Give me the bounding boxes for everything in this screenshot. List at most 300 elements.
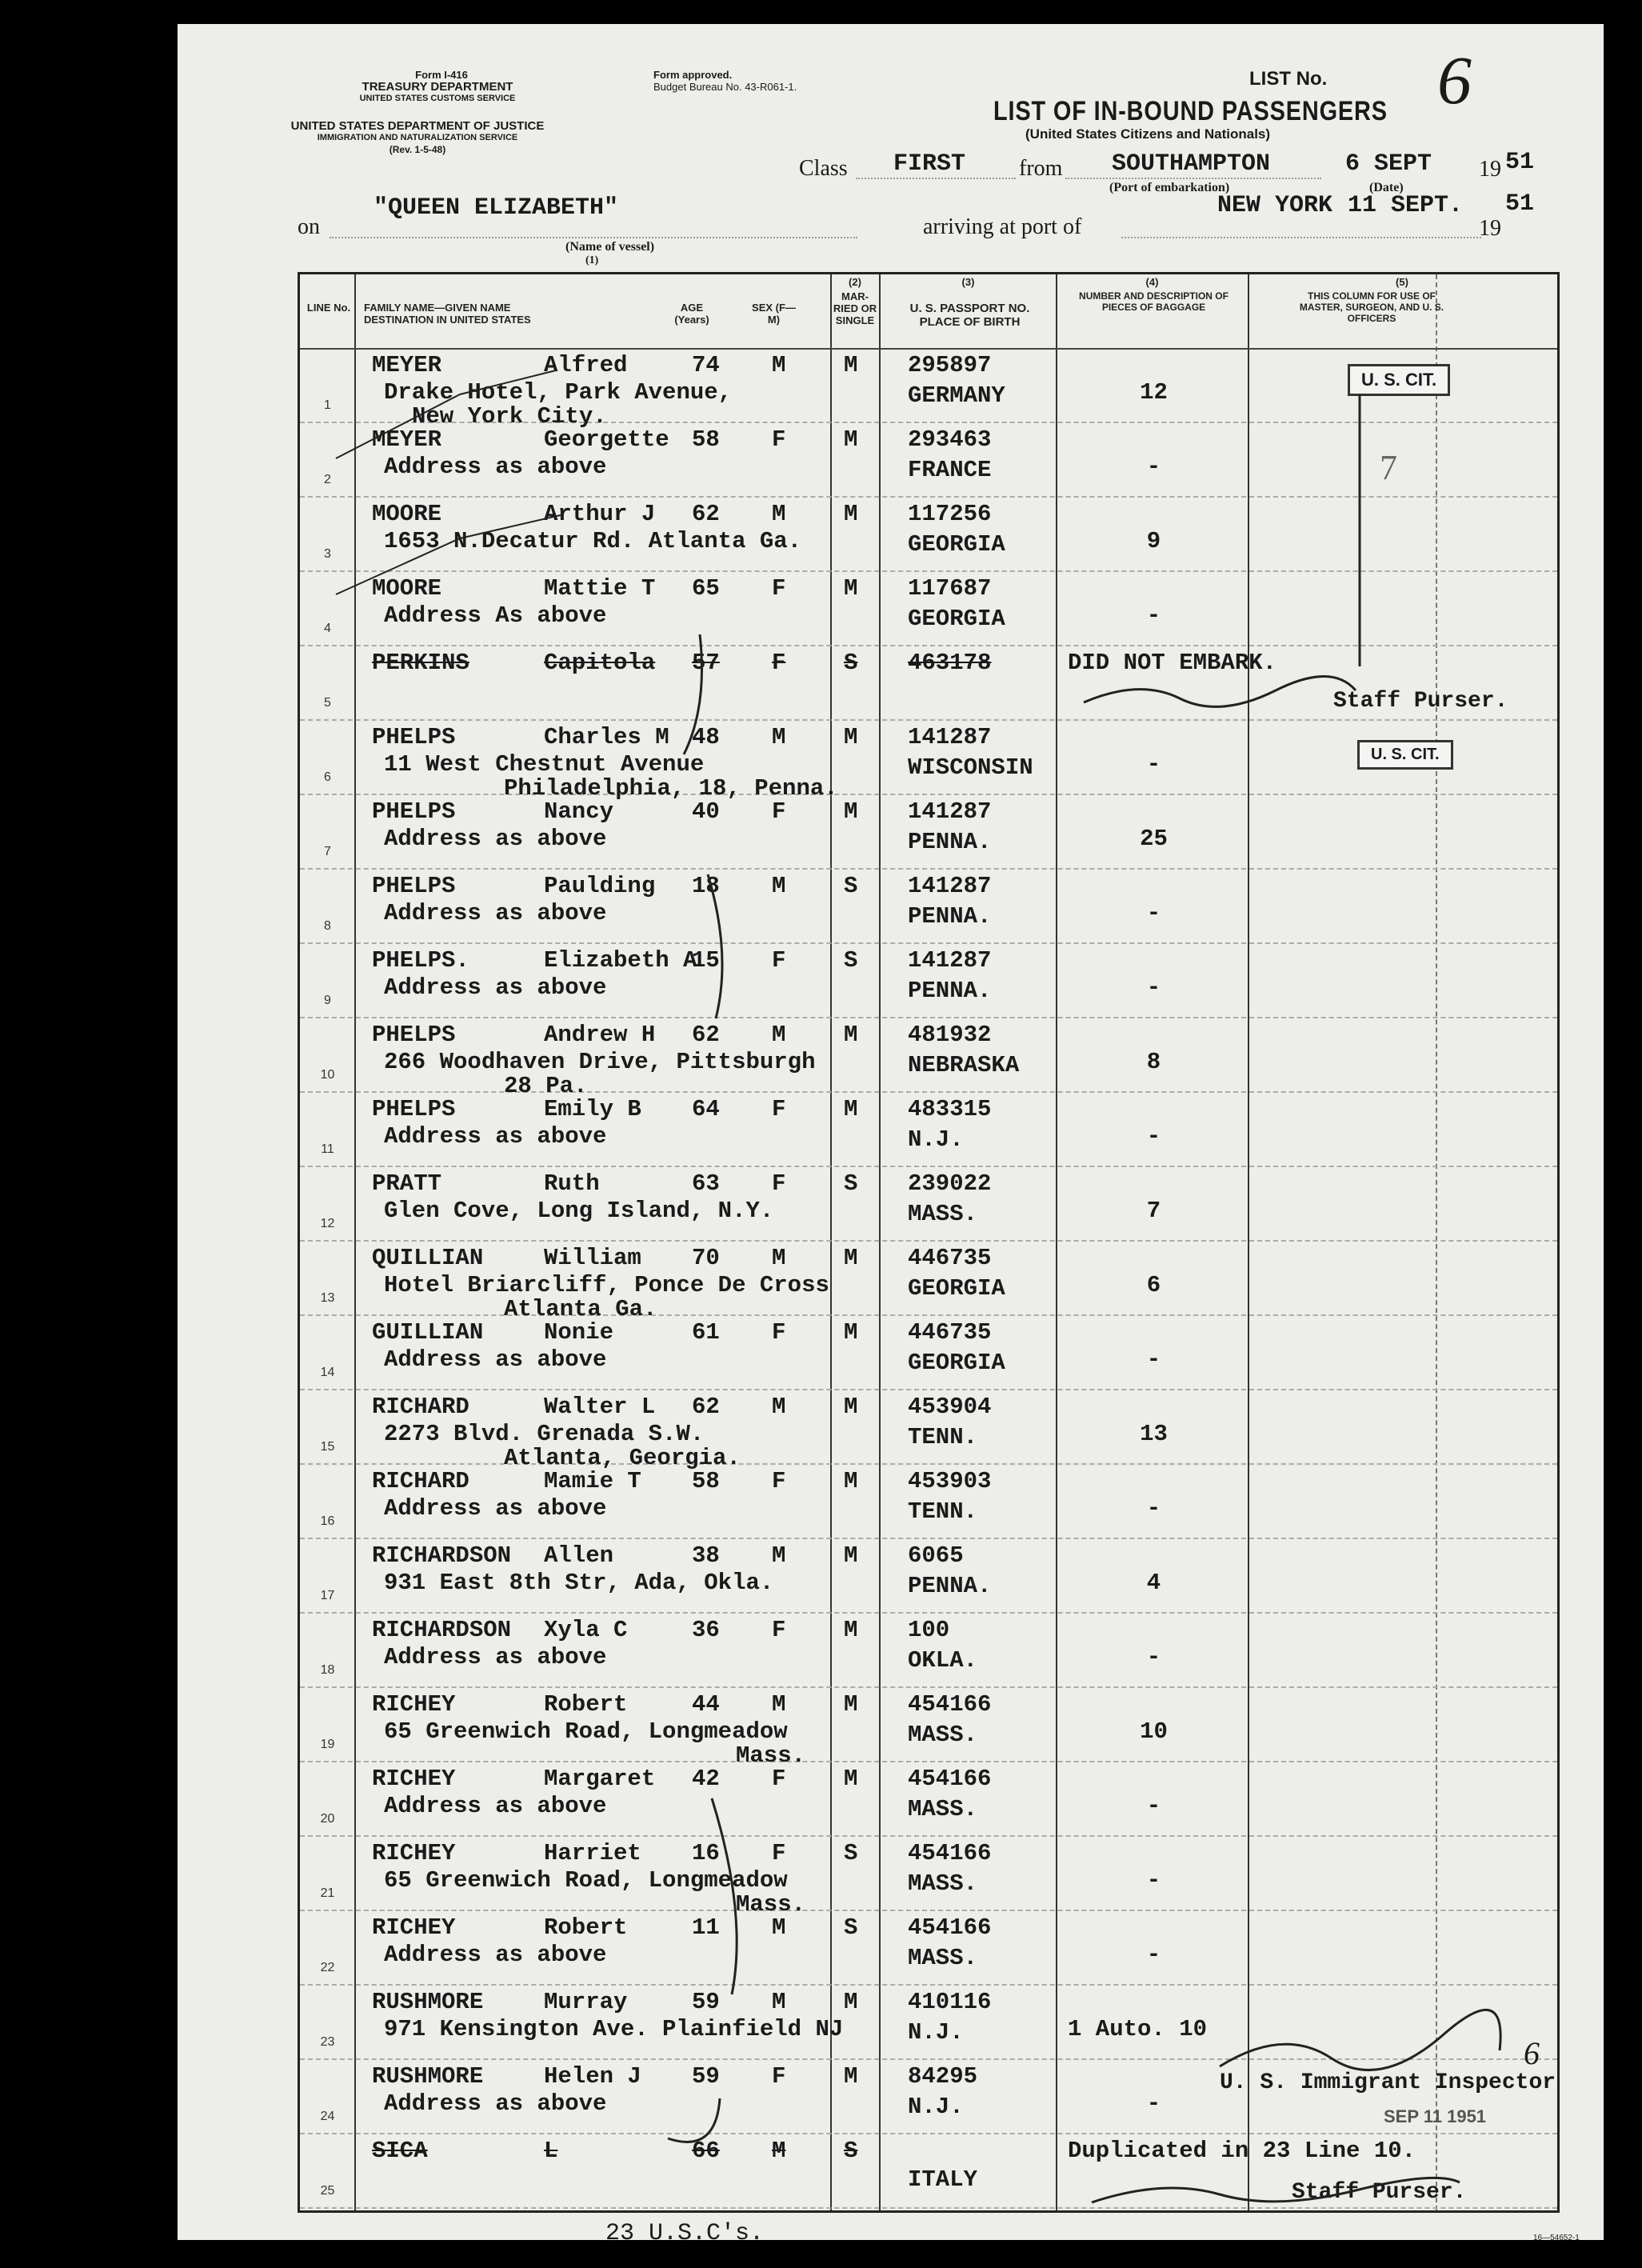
baggage: 4 (1146, 1570, 1161, 1596)
passport-number: 100 (908, 1617, 950, 1643)
family-name: PHELPS (372, 798, 456, 825)
header-officers: THIS COLUMN FOR USE OF MASTER, SURGEON, AND U. S. OFFICERS (1299, 290, 1444, 324)
embark-date: 6 SEPT (1345, 150, 1432, 178)
baggage: 12 (1140, 379, 1168, 406)
marital-status: M (844, 1989, 858, 2015)
address-line-1: Hotel Briarcliff, Ponce De Cross (384, 1272, 829, 1298)
purser-signature-2 (1092, 2178, 1460, 2202)
baggage: - (1146, 751, 1161, 778)
baggage: 13 (1140, 1421, 1168, 1447)
year-2: 51 (1505, 190, 1535, 218)
baggage: - (1146, 974, 1161, 1001)
sex: M (772, 1691, 786, 1718)
address-line-1: 1653 N.Decatur Rd. Atlanta Ga. (384, 528, 802, 554)
marital-status: M (844, 1319, 858, 1346)
family-name: PERKINS (372, 650, 469, 676)
family-name: MOORE (372, 575, 442, 602)
justice-department: UNITED STATES DEPARTMENT OF JUSTICE (290, 119, 545, 133)
family-name: MEYER (372, 426, 442, 453)
form-approved: Form approved. (653, 69, 733, 81)
us-cit-stamp: U. S. CIT. (1357, 740, 1453, 770)
birthplace: GEORGIA (908, 1350, 1005, 1376)
header-sex: SEX (F—M) (752, 302, 796, 326)
customs-service: UNITED STATES CUSTOMS SERVICE (359, 94, 516, 103)
family-name: RUSHMORE (372, 1989, 484, 2015)
marital-status: S (844, 947, 858, 974)
sex: M (772, 1394, 786, 1420)
check-mark-6 (668, 2098, 720, 2142)
passport-number: 446735 (908, 1319, 992, 1346)
given-name: Alfred (544, 352, 628, 378)
age: 58 (692, 426, 720, 453)
marital-status: M (844, 798, 858, 825)
address-line-1: 931 East 8th Str, Ada, Okla. (384, 1570, 774, 1596)
line-number: 7 (324, 845, 331, 858)
baggage: 6 (1146, 1272, 1161, 1298)
address-line-1: Drake Hotel, Park Avenue, (384, 379, 733, 406)
given-name: Ruth (544, 1170, 600, 1197)
header-passport: U. S. PASSPORT NO. PLACE OF BIRTH (909, 302, 1030, 329)
age: 16 (692, 1840, 720, 1866)
family-name: RUSHMORE (372, 2063, 484, 2090)
footer-code: 16—54652-1 (1533, 2234, 1580, 2242)
passport-number: 454166 (908, 1766, 992, 1792)
address-line-1: Address as above (384, 1495, 607, 1522)
family-name: RICHEY (372, 1840, 456, 1866)
form-subtitle: (United States Citizens and Nationals) (1025, 126, 1271, 142)
birthplace: NEBRASKA (908, 1052, 1020, 1078)
line-number: 15 (320, 1440, 335, 1454)
baggage: 25 (1140, 826, 1168, 852)
age: 62 (692, 1022, 720, 1048)
marital-status: M (844, 1245, 858, 1271)
marital-status: M (844, 501, 858, 527)
age: 57 (692, 650, 720, 676)
birthplace: N.J. (908, 2019, 964, 2046)
marital-status: M (844, 1691, 858, 1718)
passport-number: 454166 (908, 1840, 992, 1866)
line-number: 20 (320, 1812, 335, 1826)
address-line-1: Address as above (384, 900, 607, 926)
line-number: 24 (320, 2110, 335, 2123)
line-number: 11 (321, 1142, 334, 1156)
birthplace: PENNA. (908, 903, 992, 930)
age: 11 (692, 1914, 720, 1941)
birthplace: N.J. (908, 2094, 964, 2120)
age: 40 (692, 798, 720, 825)
marital-status: S (844, 873, 858, 899)
marital-status: S (844, 1840, 858, 1866)
baggage: - (1146, 1123, 1161, 1150)
given-name: Walter L (544, 1394, 656, 1420)
passport-number: 481932 (908, 1022, 992, 1048)
baggage: - (1146, 1942, 1161, 1968)
header-baggage: NUMBER AND DESCRIPTION OF PIECES OF BAGGAGE (1079, 290, 1229, 313)
arrival-date: 11 SEPT. (1348, 192, 1464, 219)
year-prefix-2: 19 (1479, 216, 1501, 241)
date-label: (Date) (1369, 181, 1404, 194)
age: 65 (692, 575, 720, 602)
line-number: 4 (324, 622, 331, 635)
baggage: DID NOT EMBARK. (1068, 650, 1277, 676)
header-col5: (5) (1396, 276, 1408, 288)
given-name: Helen J (544, 2063, 641, 2090)
baggage: - (1146, 2090, 1161, 2117)
birthplace: TENN. (908, 1424, 978, 1450)
marital-status: M (844, 2063, 858, 2090)
line-number: 25 (320, 2184, 335, 2198)
age: 66 (692, 2138, 720, 2164)
marital-status: M (844, 426, 858, 453)
age: 59 (692, 1989, 720, 2015)
given-name: Harriet (544, 1840, 641, 1866)
passport-number: 239022 (908, 1170, 992, 1197)
check-mark-1 (336, 370, 556, 458)
treasury-department: TREASURY DEPARTMENT (362, 80, 513, 94)
birthplace: WISCONSIN (908, 754, 1033, 781)
marital-status: S (844, 2138, 858, 2164)
family-name: RICHEY (372, 1766, 456, 1792)
address-line-2: Atlanta Ga. (504, 1296, 657, 1322)
address-line-1: 65 Greenwich Road, Longmeadow (384, 1867, 788, 1894)
family-name: SICA (372, 2138, 428, 2164)
age: 59 (692, 2063, 720, 2090)
line-number: 1 (324, 398, 331, 412)
manifest-page (178, 24, 1604, 2247)
birthplace: PENNA. (908, 829, 992, 855)
form-number: Form I-416 (415, 69, 468, 81)
vessel-name: "QUEEN ELIZABETH" (374, 194, 619, 222)
birthplace: N.J. (908, 1126, 964, 1153)
sex: F (772, 1766, 786, 1792)
passport-number: 84295 (908, 2063, 978, 2090)
address-line-1: Glen Cove, Long Island, N.Y. (384, 1198, 774, 1224)
marital-status: M (844, 352, 858, 378)
family-name: RICHARDSON (372, 1617, 512, 1643)
family-name: MOORE (372, 501, 442, 527)
age: 48 (692, 724, 720, 750)
age: 64 (692, 1096, 720, 1122)
family-name: RICHARD (372, 1394, 469, 1420)
given-name: Nonie (544, 1319, 614, 1346)
family-name: PHELPS (372, 1096, 456, 1122)
sex: F (772, 2063, 786, 2090)
sex: F (772, 426, 786, 453)
marital-status: S (844, 1170, 858, 1197)
year-prefix-1: 19 (1479, 157, 1501, 182)
given-name: Allen (544, 1542, 614, 1569)
inspector-signature (1220, 2010, 1500, 2070)
passport-number: 6065 (908, 1542, 964, 1569)
header-col3: (3) (961, 276, 975, 288)
sex: F (772, 650, 786, 676)
baggage: - (1146, 602, 1161, 629)
baggage: 7 (1146, 1198, 1161, 1224)
marital-status: M (844, 1022, 858, 1048)
baggage: - (1146, 1495, 1161, 1522)
birthplace: MASS. (908, 1722, 978, 1748)
footer-count: 23 U.S.C's. (605, 2220, 765, 2247)
line-number: 3 (324, 547, 331, 561)
birthplace: TENN. (908, 1498, 978, 1525)
birthplace: MASS. (908, 1201, 978, 1227)
age: 58 (692, 1468, 720, 1494)
line-number: 23 (320, 2035, 335, 2049)
address-line-1: 266 Woodhaven Drive, Pittsburgh (384, 1049, 816, 1075)
birthplace: PENNA. (908, 1573, 992, 1599)
address-line-1: Address as above (384, 1793, 607, 1819)
birthplace: GEORGIA (908, 1275, 1005, 1302)
line-number: 6 (324, 770, 331, 784)
birthplace: FRANCE (908, 457, 992, 483)
passport-number: 295897 (908, 352, 992, 378)
line-number: 13 (320, 1291, 335, 1305)
given-name: Mamie T (544, 1468, 641, 1494)
baggage: - (1146, 1793, 1161, 1819)
age: 70 (692, 1245, 720, 1271)
family-name: MEYER (372, 352, 442, 378)
ins-service: IMMIGRATION AND NATURALIZATION SERVICE (317, 133, 518, 142)
given-name: Mattie T (544, 575, 656, 602)
given-name: William (544, 1245, 641, 1271)
class-label: Class (799, 156, 848, 181)
address-line-1: Address as above (384, 454, 607, 480)
address-line-1: Address as above (384, 1942, 607, 1968)
passport-number: 453904 (908, 1394, 992, 1420)
signature-number: 6 (1524, 2035, 1540, 2071)
sex: M (772, 1245, 786, 1271)
family-name: RICHARD (372, 1468, 469, 1494)
line-number: 8 (324, 919, 331, 933)
family-name: PRATT (372, 1170, 442, 1197)
list-no-value: 6 (1437, 42, 1472, 118)
age: 74 (692, 352, 720, 378)
given-name: Paulding (544, 873, 656, 899)
line-number: 18 (320, 1663, 335, 1677)
budget-bureau: Budget Bureau No. 43-R061-1. (653, 81, 797, 93)
baggage: - (1146, 454, 1161, 480)
given-name: Nancy (544, 798, 614, 825)
given-name: Charles M (544, 724, 669, 750)
line-number: 9 (324, 994, 331, 1007)
age: 61 (692, 1319, 720, 1346)
header-col4: (4) (1145, 276, 1159, 288)
address-line-2: Atlanta, Georgia. (504, 1445, 741, 1471)
arriving-label: arriving at port of (923, 214, 1082, 239)
passenger-table (298, 272, 1560, 2213)
birthplace: MASS. (908, 1870, 978, 1897)
sex: M (772, 1022, 786, 1048)
address-line-1: 2273 Blvd. Grenada S.W. (384, 1421, 705, 1447)
age: 15 (692, 947, 720, 974)
given-name: Xyla C (544, 1617, 628, 1643)
sex: M (772, 352, 786, 378)
marital-status: S (844, 650, 858, 676)
birthplace: OKLA. (908, 1647, 978, 1674)
family-name: RICHEY (372, 1691, 456, 1718)
header-age: AGE (Years) (674, 302, 709, 326)
family-name: PHELPS. (372, 947, 469, 974)
revision: (Rev. 1-5-48) (389, 144, 446, 155)
age: 62 (692, 1394, 720, 1420)
staff-purser-1: Staff Purser. (1333, 689, 1508, 714)
sex: M (772, 873, 786, 899)
given-name: L (544, 2138, 558, 2164)
header-married: MAR- RIED OR SINGLE (833, 290, 877, 326)
age: 44 (692, 1691, 720, 1718)
passport-number: 453903 (908, 1468, 992, 1494)
arrival-port: NEW YORK (1217, 192, 1333, 219)
address-line-1: Address as above (384, 2090, 607, 2117)
address-line-1: Address as above (384, 1346, 607, 1373)
handwritten-signatures (300, 274, 1557, 2210)
sex: M (772, 724, 786, 750)
given-name: Robert (544, 1691, 628, 1718)
address-line-1: Address As above (384, 602, 607, 629)
line-number: 14 (320, 1366, 335, 1379)
address-line-1: Address as above (384, 1123, 607, 1150)
check-mark-4 (708, 874, 722, 1018)
sex: M (772, 1542, 786, 1569)
from-underline (1065, 178, 1321, 179)
passport-number: 141287 (908, 873, 992, 899)
year-1: 51 (1505, 149, 1535, 176)
birthplace: GEORGIA (908, 606, 1005, 632)
address-line-1: 971 Kensington Ave. Plainfield NJ (384, 2016, 844, 2042)
baggage: 10 (1140, 1718, 1168, 1745)
given-name: Margaret (544, 1766, 656, 1792)
line-number: 16 (320, 1514, 335, 1528)
age: 38 (692, 1542, 720, 1569)
inspection-date-stamp: SEP 11 1951 (1384, 2106, 1487, 2126)
given-name: Robert (544, 1914, 628, 1941)
sex: F (772, 1468, 786, 1494)
line-number: 22 (320, 1961, 335, 1974)
birthplace: ITALY (908, 2166, 978, 2193)
passport-number: 454166 (908, 1691, 992, 1718)
marital-status: M (844, 724, 858, 750)
passport-number: 141287 (908, 798, 992, 825)
given-name: Elizabeth A (544, 947, 697, 974)
vessel-label: (Name of vessel) (565, 240, 655, 254)
baggage: - (1146, 900, 1161, 926)
sex: M (772, 501, 786, 527)
given-name: Murray (544, 1989, 628, 2015)
birthplace: GERMANY (908, 382, 1005, 409)
address-line-1: Address as above (384, 974, 607, 1001)
marital-status: M (844, 1394, 858, 1420)
age: 42 (692, 1766, 720, 1792)
address-line-1: Address as above (384, 1644, 607, 1670)
check-mark-2 (336, 514, 564, 594)
check-mark-3 (684, 634, 702, 754)
sex: F (772, 1319, 786, 1346)
marital-status: M (844, 1542, 858, 1569)
on-label: on (298, 214, 320, 239)
baggage: 8 (1146, 1049, 1161, 1075)
passport-number: 463178 (908, 650, 992, 676)
given-name: Georgette (544, 426, 669, 453)
sex: M (772, 1989, 786, 2015)
address-line-2: New York City. (412, 403, 607, 430)
marital-status: S (844, 1914, 858, 1941)
given-name: Emily B (544, 1096, 641, 1122)
sex: F (772, 1840, 786, 1866)
passport-number: 141287 (908, 947, 992, 974)
sex: F (772, 1170, 786, 1197)
passport-number: 454166 (908, 1914, 992, 1941)
line-number: 12 (320, 1217, 335, 1230)
header-col2: (2) (849, 276, 861, 288)
sex: F (772, 1617, 786, 1643)
marital-status: M (844, 1766, 858, 1792)
port-embark-label: (Port of embarkation) (1109, 181, 1230, 194)
baggage: Duplicated in 23 Line 10. (1068, 2138, 1416, 2164)
marital-status: M (844, 1468, 858, 1494)
age: 18 (692, 873, 720, 899)
vessel-col: (1) (585, 254, 599, 266)
address-line-2: Mass. (736, 1891, 806, 1918)
given-name: Capitola (544, 650, 656, 676)
class-value: FIRST (893, 150, 966, 178)
baggage: - (1146, 1644, 1161, 1670)
baggage: - (1146, 1867, 1161, 1894)
vessel-underline (330, 237, 857, 238)
marital-status: M (844, 1096, 858, 1122)
age: 62 (692, 501, 720, 527)
passport-number: 293463 (908, 426, 992, 453)
birthplace: GEORGIA (908, 531, 1005, 558)
sex: M (772, 1914, 786, 1941)
arriving-underline (1121, 237, 1481, 238)
line-number: 5 (324, 696, 331, 710)
header-name-destination: FAMILY NAME—GIVEN NAME DESTINATION IN UNITED STATES (364, 302, 531, 326)
sex: F (772, 798, 786, 825)
sex: F (772, 1096, 786, 1122)
address-line-2: Philadelphia, 18, Penna. (504, 775, 838, 802)
given-name: Arthur J (544, 501, 656, 527)
sex: F (772, 947, 786, 974)
family-name: QUILLIAN (372, 1245, 484, 1271)
given-name: Andrew H (544, 1022, 656, 1048)
marital-status: M (844, 575, 858, 602)
line-number: 17 (320, 1589, 335, 1602)
address-line-1: Address as above (384, 826, 607, 852)
passport-number: 141287 (908, 724, 992, 750)
list-no-label: LIST No. (1249, 68, 1328, 90)
line-number: 21 (320, 1886, 335, 1900)
birthplace: PENNA. (908, 978, 992, 1004)
birthplace: MASS. (908, 1945, 978, 1971)
class-underline (856, 178, 1016, 179)
passport-number: 446735 (908, 1245, 992, 1271)
age: 36 (692, 1617, 720, 1643)
address-line-1: 65 Greenwich Road, Longmeadow (384, 1718, 788, 1745)
staff-purser-2: Staff Purser. (1292, 2180, 1467, 2205)
sex: F (772, 575, 786, 602)
baggage: 9 (1146, 528, 1161, 554)
from-label: from (1019, 156, 1063, 181)
header-line-no: LINE No. (306, 302, 351, 314)
age: 63 (692, 1170, 720, 1197)
marital-status: M (844, 1617, 858, 1643)
passport-number: 117256 (908, 501, 992, 527)
line-number: 19 (320, 1738, 335, 1751)
address-line-2: 28 Pa. (504, 1073, 588, 1099)
address-line-2: Mass. (736, 1742, 806, 1769)
check-mark-5 (712, 1798, 737, 1994)
sex: M (772, 2138, 786, 2164)
